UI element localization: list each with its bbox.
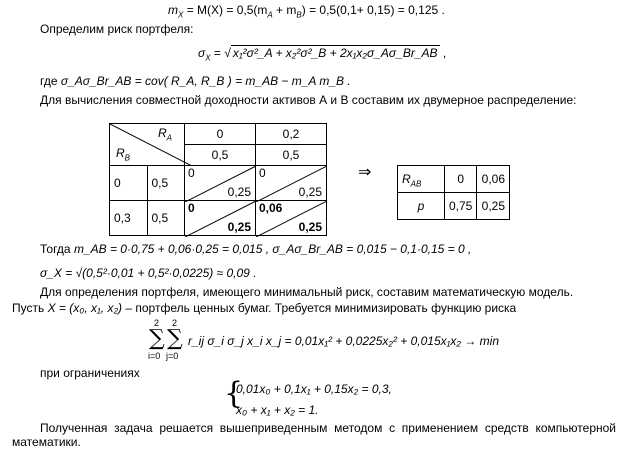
para-portfolio-eq: X = (x₀, x₁, x₂) xyxy=(47,301,123,315)
eq-mx-rhs: = M(X) = 0,5(m xyxy=(186,3,268,17)
text-define-risk: Определим риск портфеля: xyxy=(40,22,194,36)
para-final: Полученная задача решается вышеприведенным методом с применением средств компьютерной математики. xyxy=(12,421,616,449)
joint-cell-0-0 xyxy=(185,166,256,201)
corner-ra: $R_A$ xyxy=(158,126,173,143)
rb-prob-1: 0,5 xyxy=(147,201,185,236)
para-portfolio-pre: Пусть xyxy=(12,301,45,315)
rab-value-0: 0 xyxy=(445,166,477,193)
eq-sigma-tail: , xyxy=(439,46,447,60)
joint-bottom: 0,25 xyxy=(227,220,251,234)
sigma-j: ∑ xyxy=(167,326,183,351)
joint-bottom: 0,25 xyxy=(298,185,322,199)
joint-top: 0,06 xyxy=(259,201,283,215)
rab-prob-0: 0,75 xyxy=(445,193,477,220)
joint-bottom: 0,25 xyxy=(227,185,251,199)
rb-value-1: 0,3 xyxy=(110,201,148,236)
joint-distribution-table xyxy=(109,123,327,236)
eq-mx-sub-a: A xyxy=(267,10,273,20)
joint-top: 0 xyxy=(259,166,266,180)
joint-cell-1-0 xyxy=(185,201,256,236)
joint-cell-1-1 xyxy=(256,201,327,236)
rb-value-0: 0 xyxy=(110,166,148,201)
eq-sigma-x: σ_X = √(0,5²·0,01 + 0,5²·0,0225) ≈ 0,09 . xyxy=(40,266,257,280)
corner-rb: $R_B$ xyxy=(116,146,131,163)
rab-distribution-table xyxy=(397,165,510,220)
rb-prob-0: 0,5 xyxy=(147,166,185,201)
joint-cell-0-1 xyxy=(256,166,327,201)
table-corner-cell xyxy=(110,124,185,166)
text-where: где xyxy=(40,74,58,88)
sigma-i: ∑ xyxy=(149,326,165,351)
eq-then: m_AB = 0·0,75 + 0,06·0,25 = 0,015 , σ_Aσ_Br_AB = 0,015 − 0,1·0,15 = 0 , xyxy=(73,242,472,256)
eq-sigma-lhs: σ xyxy=(198,46,206,60)
then-line xyxy=(40,242,471,256)
joint-top: 0 xyxy=(188,201,195,215)
para-model: Для определения портфеля, имеющего минимальный риск, составим математическую модель. xyxy=(40,285,574,299)
rab-value-1: 0,06 xyxy=(477,166,510,193)
para-portfolio xyxy=(12,301,516,315)
eq-mx-sub-b: B xyxy=(296,10,302,20)
sum-j-upper: 2 xyxy=(172,318,178,328)
text-constraints: при ограничениях xyxy=(40,366,140,380)
where-line xyxy=(40,74,351,88)
constraint-1: 0,01x₀ + 0,1x₁ + 0,15x₂ = 0,3, xyxy=(236,382,392,396)
eq-sigma-eq: = xyxy=(210,46,225,60)
eq-where: σ_Aσ_Br_AB = cov( R_A, R_B ) = m_AB − m_A m_B . xyxy=(60,74,351,88)
eq-mx-plus: + m xyxy=(272,3,297,17)
joint-top: 0 xyxy=(188,166,195,180)
sum-i-lower: i=0 xyxy=(148,351,161,361)
risk-function: r_ij σ_i σ_j x_i x_j = 0,01x₁² + 0,0225x₂² + 0,015x₁x₂ → min xyxy=(188,334,500,348)
joint-bottom: 0,25 xyxy=(298,220,322,234)
text-joint: Для вычисления совместной доходности активов А и В составим их двумерное распределение: xyxy=(40,93,577,107)
eq-sigma-lhs-sub: X xyxy=(205,53,211,63)
implies-arrow: ⇒ xyxy=(358,164,372,181)
constraint-2: x₀ + x₁ + x₂ = 1. xyxy=(236,403,319,417)
sum-i-upper: 2 xyxy=(154,318,160,328)
ra-prob-0: 0,5 xyxy=(185,145,256,166)
ra-value-1: 0,2 xyxy=(256,124,327,145)
system-brace: { xyxy=(224,376,244,411)
para-portfolio-post: – портфель ценных бумаг. Требуется минимизировать функцию риска xyxy=(125,301,517,315)
ra-prob-1: 0,5 xyxy=(256,145,327,166)
eq-mx-tail: ) = 0,5(0,1+ 0,15) = 0,125 . xyxy=(301,3,445,17)
rab-prob-1: 0,25 xyxy=(477,193,510,220)
eq-mx xyxy=(168,3,445,20)
eq-mx-lhs: m xyxy=(168,3,178,17)
eq-mx-lhs-sub: X xyxy=(178,10,184,20)
ra-value-0: 0 xyxy=(185,124,256,145)
eq-sigma: $\sigma_X$ = √ x₁²σ²_A + x₂²σ²_B + 2x₁x₂σ_Aσ_Br_AB , xyxy=(198,46,447,63)
sum-j-lower: j=0 xyxy=(166,351,179,361)
rab-prob-label: p xyxy=(398,193,445,220)
eq-sigma-radicand: x₁²σ²_A + x₂²σ²_B + 2x₁x₂σ_Aσ_Br_AB xyxy=(232,46,438,60)
text-then: Тогда xyxy=(40,242,71,256)
rab-head: $R_{AB}$ xyxy=(398,166,445,193)
